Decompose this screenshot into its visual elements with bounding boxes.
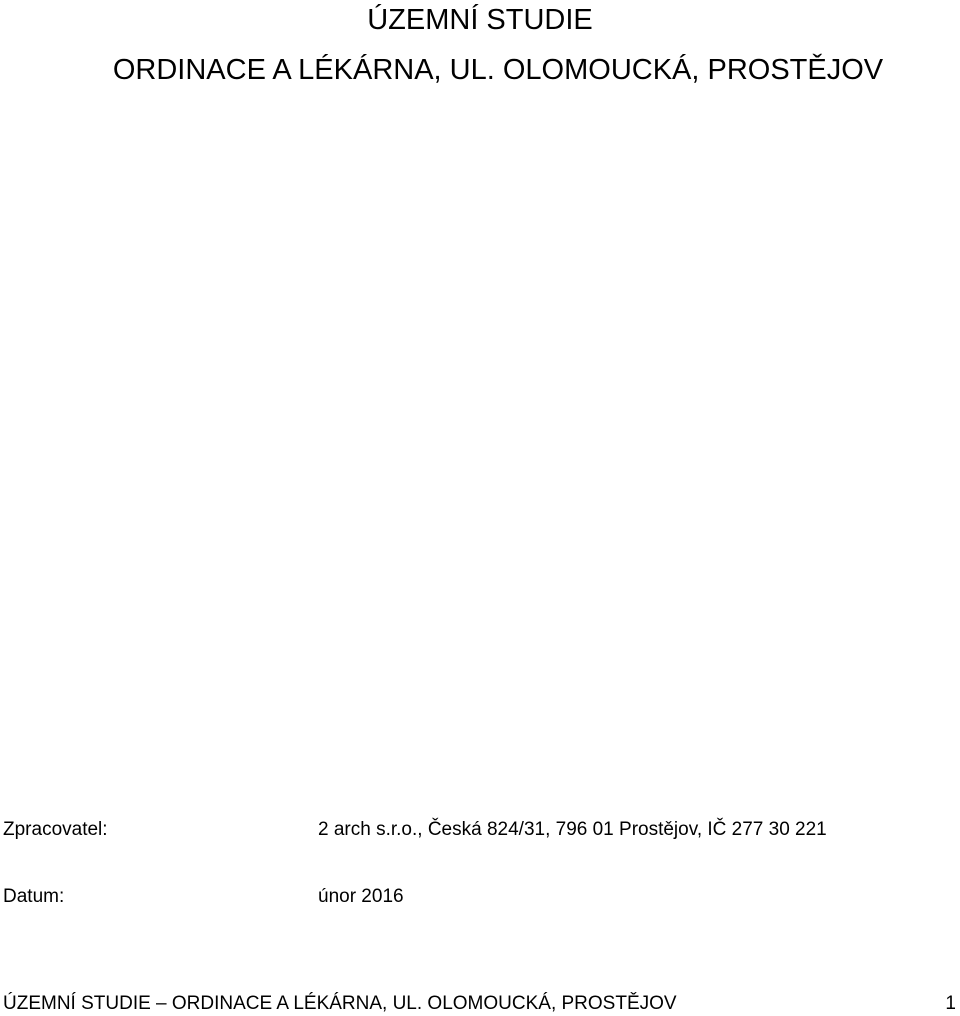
date-value: únor 2016	[318, 886, 404, 907]
author-label: Zpracovatel:	[3, 819, 108, 840]
document-title-line-2: ORDINACE A LÉKÁRNA, UL. OLOMOUCKÁ, PROSTĚJOV	[112, 54, 884, 86]
page-footer-text: ÚZEMNÍ STUDIE – ORDINACE A LÉKÁRNA, UL. OLOMOUCKÁ, PROSTĚJOV	[3, 993, 677, 1014]
author-value: 2 arch s.r.o., Česká 824/31, 796 01 Prostějov, IČ 277 30 221	[318, 819, 827, 840]
document-title-line-1: ÚZEMNÍ STUDIE	[367, 4, 593, 36]
date-label: Datum:	[3, 886, 65, 907]
page-number: 1	[945, 993, 956, 1014]
